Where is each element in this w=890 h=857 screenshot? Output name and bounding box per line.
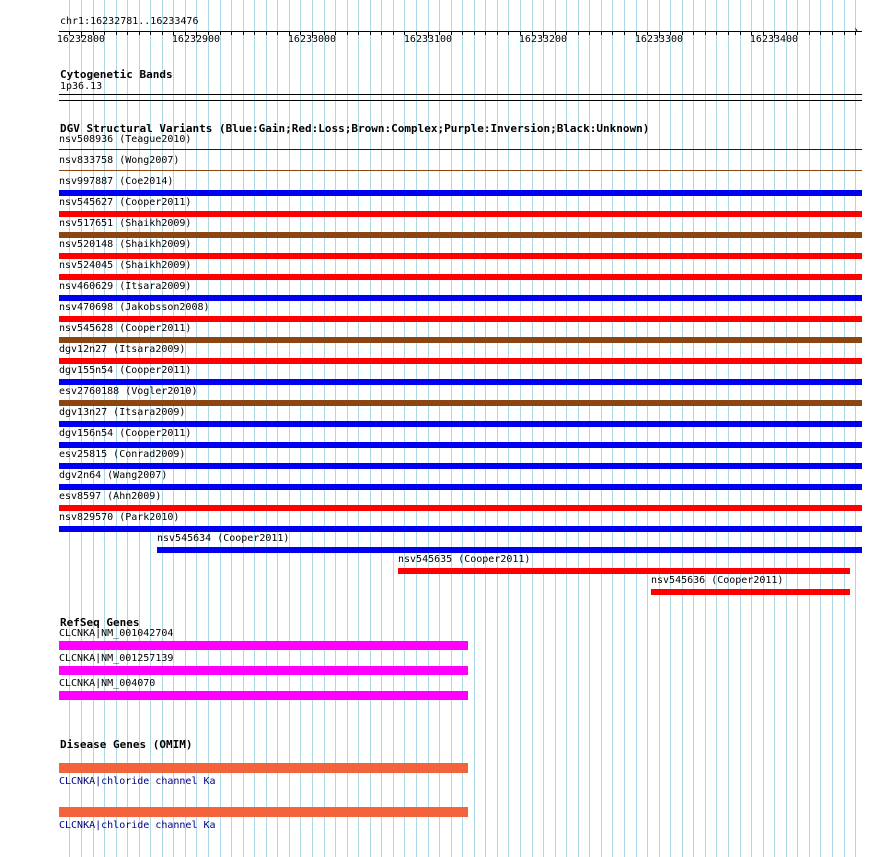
refseq-gene-label: CLCNKA|NM_001042704 — [59, 628, 174, 639]
ruler-minor-tick — [162, 31, 163, 35]
ruler-tick-label: 16233100 — [403, 34, 453, 45]
dgv-variant-bar[interactable] — [157, 547, 862, 553]
dgv-variant-bar[interactable] — [59, 337, 862, 343]
dgv-variant-bar[interactable] — [59, 274, 862, 280]
refseq-gene-bar[interactable] — [59, 666, 468, 675]
dgv-variant-label: dgv2n64 (Wang2007) — [59, 470, 168, 481]
dgv-variant-bar[interactable] — [59, 190, 862, 196]
ruler-minor-tick — [127, 31, 128, 35]
dgv-variant-label: nsv508936 (Teague2010) — [59, 134, 192, 145]
dgv-variant-bar[interactable] — [59, 484, 862, 490]
dgv-variant-label: nsv460629 (Itsara2009) — [59, 281, 192, 292]
dgv-variant-bar[interactable] — [59, 211, 862, 217]
dgv-variant-label: nsv545636 (Cooper2011) — [651, 575, 784, 586]
dgv-variant-bar[interactable] — [59, 253, 862, 259]
dgv-variant-bar[interactable] — [59, 400, 862, 406]
ruler-minor-tick — [844, 31, 845, 35]
dgv-variant-bar[interactable] — [651, 589, 850, 595]
ruler-minor-tick — [809, 31, 810, 35]
ruler-minor-tick — [150, 31, 151, 35]
ruler-end-arrow-icon: › — [853, 25, 860, 36]
dgv-variant-label: nsv545627 (Cooper2011) — [59, 197, 192, 208]
ruler-minor-tick — [497, 31, 498, 35]
ruler-minor-tick — [370, 31, 371, 35]
ruler-minor-tick — [358, 31, 359, 35]
dgv-variant-label: nsv833758 (Wong2007) — [59, 155, 180, 166]
refseq-gene-label: CLCNKA|NM_004070 — [59, 678, 156, 689]
dgv-variant-bar[interactable] — [59, 295, 862, 301]
dgv-variant-label: nsv545634 (Cooper2011) — [157, 533, 290, 544]
ruler-minor-tick — [624, 31, 625, 35]
dgv-variant-bar[interactable] — [59, 232, 862, 238]
dgv-variant-label: nsv520148 (Shaikh2009) — [59, 239, 192, 250]
ruler-minor-tick — [716, 31, 717, 35]
ruler-minor-tick — [832, 31, 833, 35]
dgv-variant-bar[interactable] — [59, 379, 862, 385]
ruler-minor-tick — [601, 31, 602, 35]
cyto-band-label: 1p36.13 — [60, 81, 103, 92]
ruler-minor-tick — [728, 31, 729, 35]
disease-gene-label[interactable]: CLCNKA|chloride channel Ka — [59, 776, 216, 787]
dgv-variant-label: nsv524045 (Shaikh2009) — [59, 260, 192, 271]
ruler-minor-tick — [589, 31, 590, 35]
dgv-variant-label: esv8597 (Ahn2009) — [59, 491, 162, 502]
ruler-axis — [59, 31, 862, 32]
cyto-band-line — [59, 94, 862, 95]
ruler-minor-tick — [254, 31, 255, 35]
ruler-minor-tick — [220, 31, 221, 35]
ruler-minor-tick — [820, 31, 821, 35]
refseq-gene-bar[interactable] — [59, 641, 468, 650]
dgv-variant-label: dgv156n54 (Cooper2011) — [59, 428, 192, 439]
dgv-track-title: DGV Structural Variants (Blue:Gain;Red:Loss;Brown:Complex;Purple:Inversion;Black:Unknown) — [60, 122, 650, 135]
refseq-track-title: RefSeq Genes — [60, 616, 140, 629]
ruler-tick-label: 16233000 — [287, 34, 337, 45]
disease-gene-bar[interactable] — [59, 807, 468, 817]
ruler-minor-tick — [462, 31, 463, 35]
ruler-minor-tick — [693, 31, 694, 35]
ruler-minor-tick — [381, 31, 382, 35]
disease-track-title: Disease Genes (OMIM) — [60, 738, 193, 751]
dgv-variant-bar[interactable] — [59, 421, 862, 427]
ruler-tick-label: 16232900 — [171, 34, 221, 45]
dgv-variant-bar[interactable] — [59, 358, 862, 364]
dgv-variant-label: dgv13n27 (Itsara2009) — [59, 407, 186, 418]
dgv-variant-bar[interactable] — [59, 170, 862, 171]
dgv-variant-label: nsv997887 (Coe2014) — [59, 176, 174, 187]
ruler-minor-tick — [116, 31, 117, 35]
disease-gene-label[interactable]: CLCNKA|chloride channel Ka — [59, 820, 216, 831]
ruler-minor-tick — [266, 31, 267, 35]
ruler-tick-label: 16233300 — [634, 34, 684, 45]
ruler-minor-tick — [393, 31, 394, 35]
dgv-variant-bar[interactable] — [59, 526, 862, 532]
dgv-variant-label: nsv829570 (Park2010) — [59, 512, 180, 523]
ruler-minor-tick — [347, 31, 348, 35]
refseq-gene-bar[interactable] — [59, 691, 468, 700]
disease-gene-bar[interactable] — [59, 763, 468, 773]
ruler-minor-tick — [578, 31, 579, 35]
dgv-variant-label: nsv545628 (Cooper2011) — [59, 323, 192, 334]
ruler-tick-label: 16233200 — [518, 34, 568, 45]
ruler-minor-tick — [231, 31, 232, 35]
dgv-variant-label: dgv155n54 (Cooper2011) — [59, 365, 192, 376]
dgv-variant-bar[interactable] — [59, 505, 862, 511]
ruler-tick-label: 16233400 — [749, 34, 799, 45]
ruler-minor-tick — [139, 31, 140, 35]
ruler-minor-tick — [243, 31, 244, 35]
dgv-variant-bar[interactable] — [59, 463, 862, 469]
ruler-minor-tick — [612, 31, 613, 35]
dgv-variant-label: nsv517651 (Shaikh2009) — [59, 218, 192, 229]
refseq-gene-label: CLCNKA|NM_001257139 — [59, 653, 174, 664]
dgv-variant-label: nsv470698 (Jakobsson2008) — [59, 302, 210, 313]
dgv-variant-bar[interactable] — [59, 442, 862, 448]
ruler-minor-tick — [485, 31, 486, 35]
dgv-variant-bar[interactable] — [59, 316, 862, 322]
ruler-minor-tick — [740, 31, 741, 35]
ruler-minor-tick — [508, 31, 509, 35]
dgv-variant-label: esv2760188 (Vogler2010) — [59, 386, 198, 397]
dgv-variant-label: esv25815 (Conrad2009) — [59, 449, 186, 460]
dgv-variant-bar[interactable] — [59, 149, 862, 150]
dgv-variant-label: nsv545635 (Cooper2011) — [398, 554, 531, 565]
region-label: chr1:16232781..16233476 — [60, 16, 199, 27]
cytogenetic-bands-title: Cytogenetic Bands — [60, 68, 173, 81]
ruler-minor-tick — [277, 31, 278, 35]
ruler-minor-tick — [705, 31, 706, 35]
dgv-variant-bar[interactable] — [398, 568, 850, 574]
ruler-minor-tick — [474, 31, 475, 35]
ruler-tick-label: 16232800 — [56, 34, 106, 45]
dgv-variant-label: dgv12n27 (Itsara2009) — [59, 344, 186, 355]
cyto-band-line-bottom — [59, 100, 862, 101]
